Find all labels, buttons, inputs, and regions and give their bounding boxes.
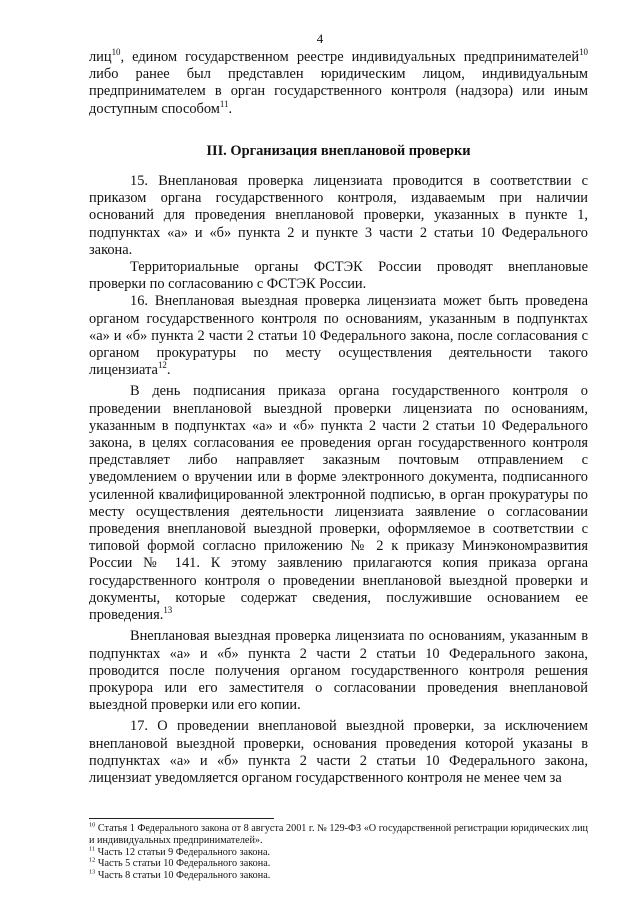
footnote-13: $^{13}$ Часть 8 статьи 10 Федерального закона. xyxy=(89,868,271,882)
footnote-ref: 10 xyxy=(111,47,121,58)
footnote-12: $^{12}$ Часть 5 статьи 10 Федерального закона. xyxy=(89,857,271,870)
footnotes xyxy=(89,818,588,882)
continuation-paragraph: лиц$^{10}$, едином государственном реестре индивидуальных предпринимателей$^{10}$ либо ранее был представлен юридическим лицом, индивидуальным предпринимателем в орган государственного контроля (надзора) или иным доступным способом$^{11}$. xyxy=(89,47,588,117)
footnote-ref: 11 xyxy=(219,98,229,109)
footnote-11: $^{11}$ Часть 12 статьи 9 Федерального закона. xyxy=(89,845,271,858)
paragraph-16-approval-request: В день подписания приказа органа государственного контроля о проведении внеплановой выездной проверки лицензиата по основаниям, указанным в подпунктах «а» и «б» пункта 2 части 2 статьи 10 Федерального закона, в целях согласования ее проведения орган государственного контроля представляет либо направляет заказным почтовым отправлением с уведомлением о вручении или в форме электронного документа, подписанного усиленной квалифицированной электронной подписью, в орган прокуратуры по месту осуществления деятельности лицензиата заявление о согласовании проведения внеплановой выездной проверки, оформляемое в соответствии с типовой формой согласно приложению № 2 к приказу Минэкономразвития России № 141. К этому заявлению прилагаются копия приказа органа государственного контроля о проведении внеплановой выездной проверки и документы, которые содержат сведения, послужившие основанием ее проведения.$^{13}$ xyxy=(89,383,588,624)
paragraph-15: 15. Внеплановая проверка лицензиата проводится в соответствии с приказом органа государственного контроля, издаваемым при наличии оснований для проведения внеплановой проверки, указанных в пункте 1, подпунктах «а» и «б» пункта 2 и пункте 3 части 2 статьи 10 Федерального закона. xyxy=(89,173,588,258)
document-body xyxy=(89,49,588,787)
page-number: 4 xyxy=(316,31,324,46)
footnote-ref: 10 xyxy=(579,47,588,58)
paragraph-16: 16. Внеплановая выездная проверка лицензиата может быть проведена органом государственного контроля по основаниям, указанным в подпунктах «а» и «б» пункта 2 части 2 статьи 10 Федерального закона, после согласования с органом прокуратуры по месту осуществления деятельности такого лицензиата$^{12}$. xyxy=(89,293,588,379)
footnote-ref: 12 xyxy=(157,360,167,371)
paragraph-16-prosecutor-decision: Внеплановая выездная проверка лицензиата по основаниям, указанным в подпунктах «а» и «б» пункта 2 части 2 статьи 10 Федерального закона, проводится после получения органом государственного контроля решения прокурора или его заместителя о согласовании проведения внеплановой выездной проверки или его копии. xyxy=(89,628,588,714)
section-title: III. Организация внеплановой проверки xyxy=(206,142,471,159)
footnote-10: $^{10}$ Статья 1 Федерального закона от 8 августа 2001 г. № 129-ФЗ «О государственной регистрации юридических лиц и индивидуальных предпринимателей». xyxy=(89,821,588,846)
paragraph-15-territorial: Территориальные органы ФСТЭК России проводят внеплановые проверки по согласованию с ФСТЭК России. xyxy=(89,259,588,293)
footnote-divider xyxy=(89,818,274,819)
paragraph-17: 17. О проведении внеплановой выездной проверки, за исключением внеплановой выездной проверки, основания проведения которой указаны в подпунктах «а» и «б» пункта 2 части 2 статьи 10 Федерального закона, лицензиат уведомляется органом государственного контроля не менее чем за xyxy=(89,718,588,786)
footnote-ref: 13 xyxy=(163,605,173,616)
